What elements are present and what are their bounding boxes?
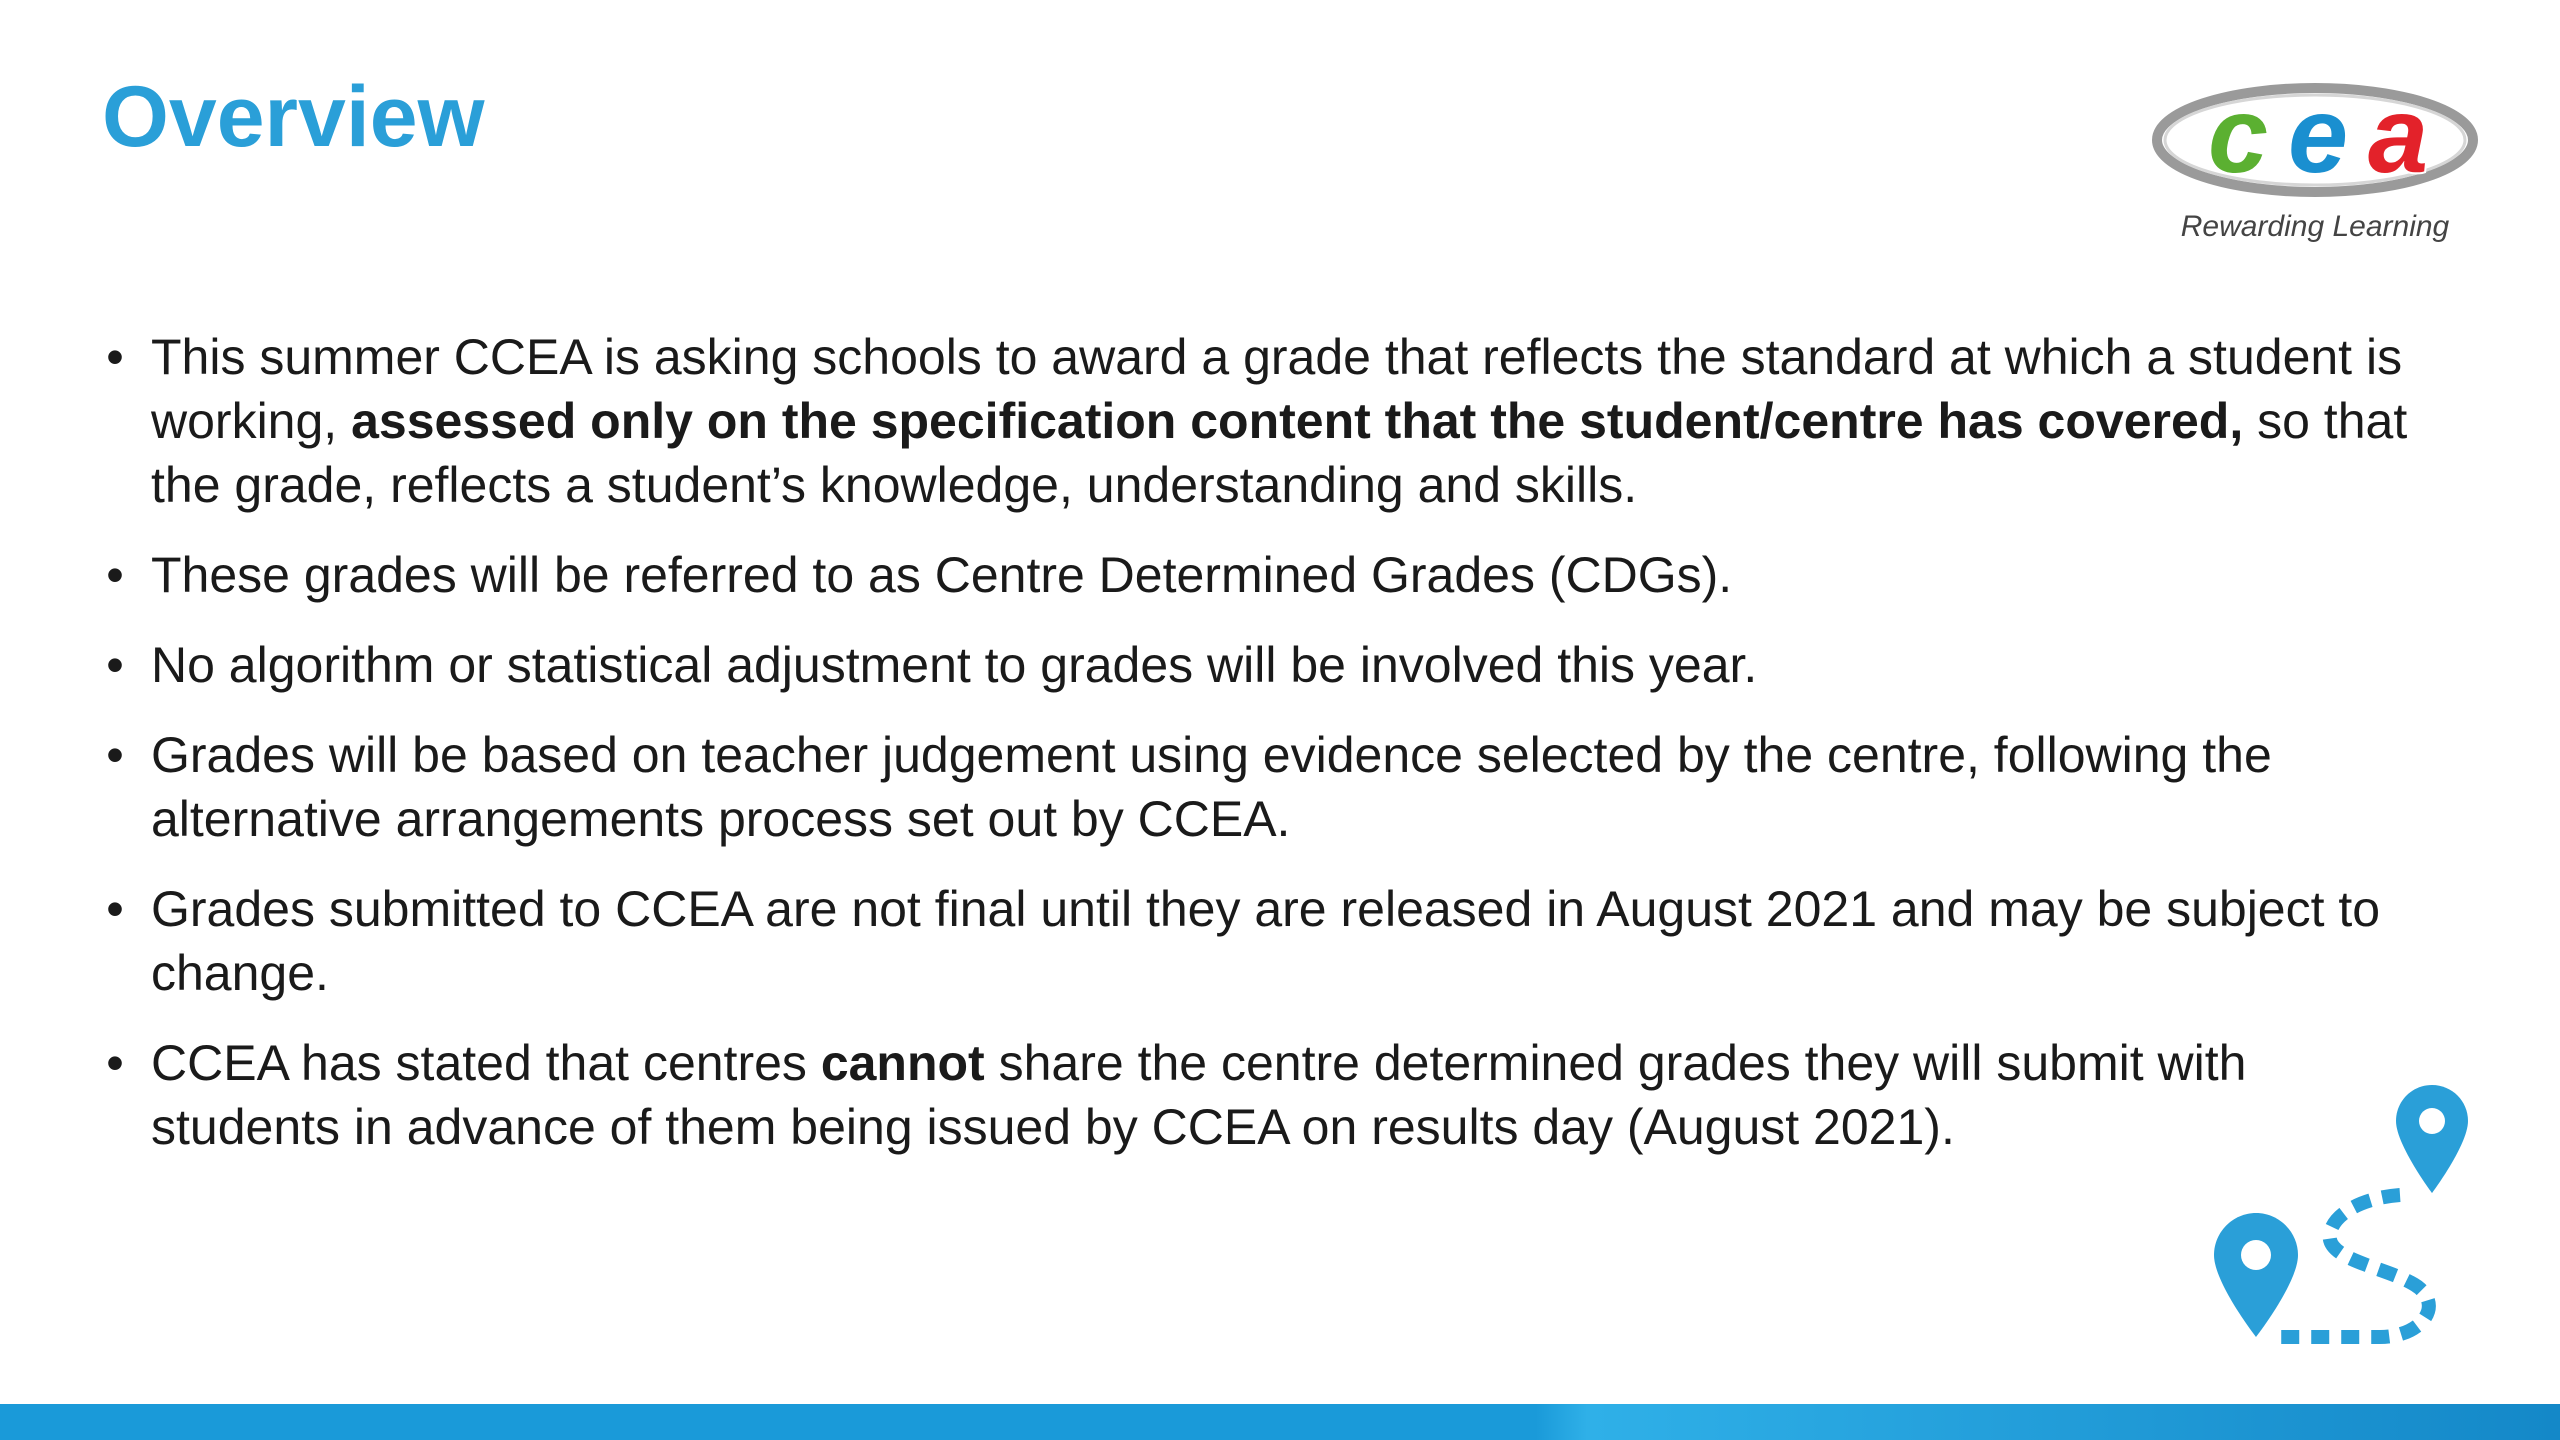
bullet-marker: •	[106, 329, 124, 385]
svg-text:e: e	[2288, 80, 2349, 195]
bullet-text: No algorithm or statistical adjustment to grades will be involved this year.	[151, 637, 1758, 693]
bullet-item	[100, 723, 2420, 851]
bullet-text: share the centre determined grades they will submit with students in advance of them being issued by CCEA on results day (August 2021).	[151, 1035, 2247, 1155]
bullet-text: This summer CCEA is asking schools to award a grade that reflects the standard at which a student is working,	[151, 329, 2403, 449]
bullet-marker: •	[106, 1035, 124, 1091]
bullet-text: Grades will be based on teacher judgement using evidence selected by the centre, following the alternative arrangements process set out by CCEA.	[151, 727, 2272, 847]
location-pin-icon	[2396, 1085, 2468, 1193]
bullet-text-bold: cannot	[820, 1035, 985, 1091]
bullet-item	[100, 543, 2420, 607]
bullet-text: Grades submitted to CCEA are not final until they are released in August 2021 and may be subject to change.	[151, 881, 2381, 1001]
bullet-text: These grades will be referred to as Centre Determined Grades (CDGs).	[151, 547, 1733, 603]
bullet-marker: •	[106, 637, 124, 693]
bullet-item	[100, 877, 2420, 1005]
location-pin-icon	[2214, 1213, 2298, 1337]
bullet-text: CCEA has stated that centres	[151, 1035, 821, 1091]
route-path	[2280, 1195, 2429, 1337]
cea-logo-mark	[2150, 80, 2480, 210]
bullet-marker: •	[106, 881, 124, 937]
bullet-text-bold: assessed only on the specification content that the student/centre has covered,	[351, 393, 2244, 449]
bullet-item	[100, 633, 2420, 697]
bullet-marker: •	[106, 547, 124, 603]
bullet-marker: •	[106, 727, 124, 783]
page-title: Overview	[102, 69, 485, 165]
cea-logo	[2150, 80, 2480, 260]
map-route-icon	[2200, 1075, 2480, 1355]
bullet-text: so that the grade, reflects a student’s knowledge, understanding and skills.	[151, 393, 2408, 513]
bullet-item	[100, 325, 2420, 517]
logo-tagline: Rewarding Learning	[2180, 210, 2450, 243]
svg-text:c: c	[2208, 80, 2269, 195]
bullet-list	[100, 325, 2420, 1185]
bullet-item	[100, 1031, 2420, 1159]
footer-bar	[0, 1404, 2560, 1440]
svg-text:a: a	[2368, 80, 2429, 195]
